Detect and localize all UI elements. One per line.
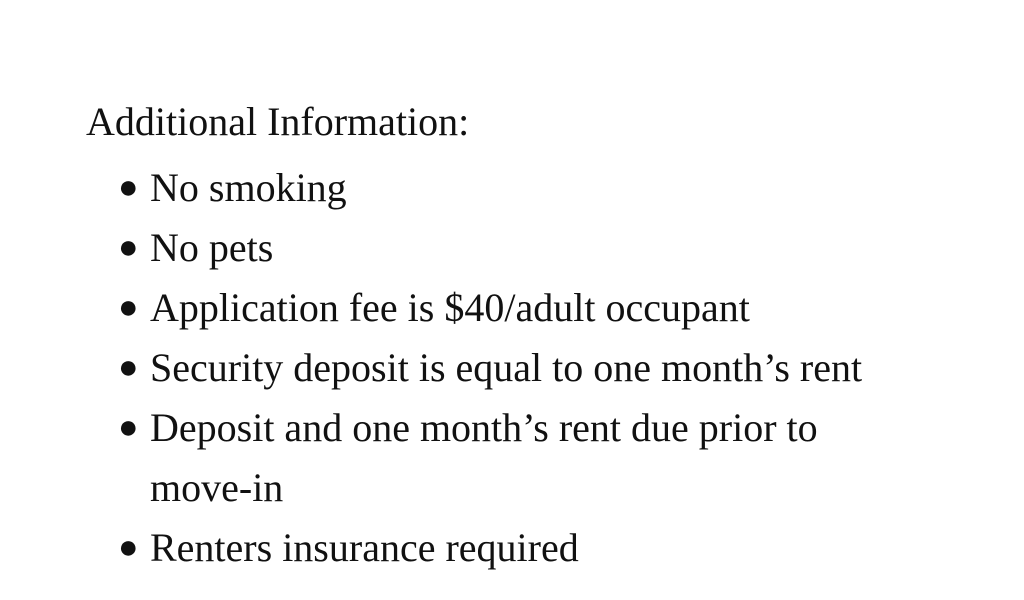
bullet-icon: ● [118, 229, 139, 266]
list-item-text: Renters insurance required [150, 525, 579, 570]
list-item [118, 218, 978, 278]
bullet-icon: ● [118, 409, 139, 446]
bullet-icon: ● [118, 349, 139, 386]
list-item [118, 398, 978, 518]
list-item-text: Deposit and one month’s rent due prior to move-in [150, 405, 818, 510]
info-list [118, 158, 978, 578]
list-item-text: No pets [150, 225, 274, 270]
list-item-text: No smoking [150, 165, 347, 210]
bullet-icon: ● [118, 289, 139, 326]
list-item-text: Security deposit is equal to one month’s rent [150, 345, 863, 390]
list-item [118, 158, 978, 218]
section-heading: Additional Information: [86, 99, 470, 144]
list-item [118, 278, 978, 338]
bullet-icon: ● [118, 529, 139, 566]
list-item [118, 518, 978, 578]
list-item [118, 338, 978, 398]
list-item-text: Application fee is $40/adult occupant [150, 285, 750, 330]
bullet-icon: ● [118, 169, 139, 206]
